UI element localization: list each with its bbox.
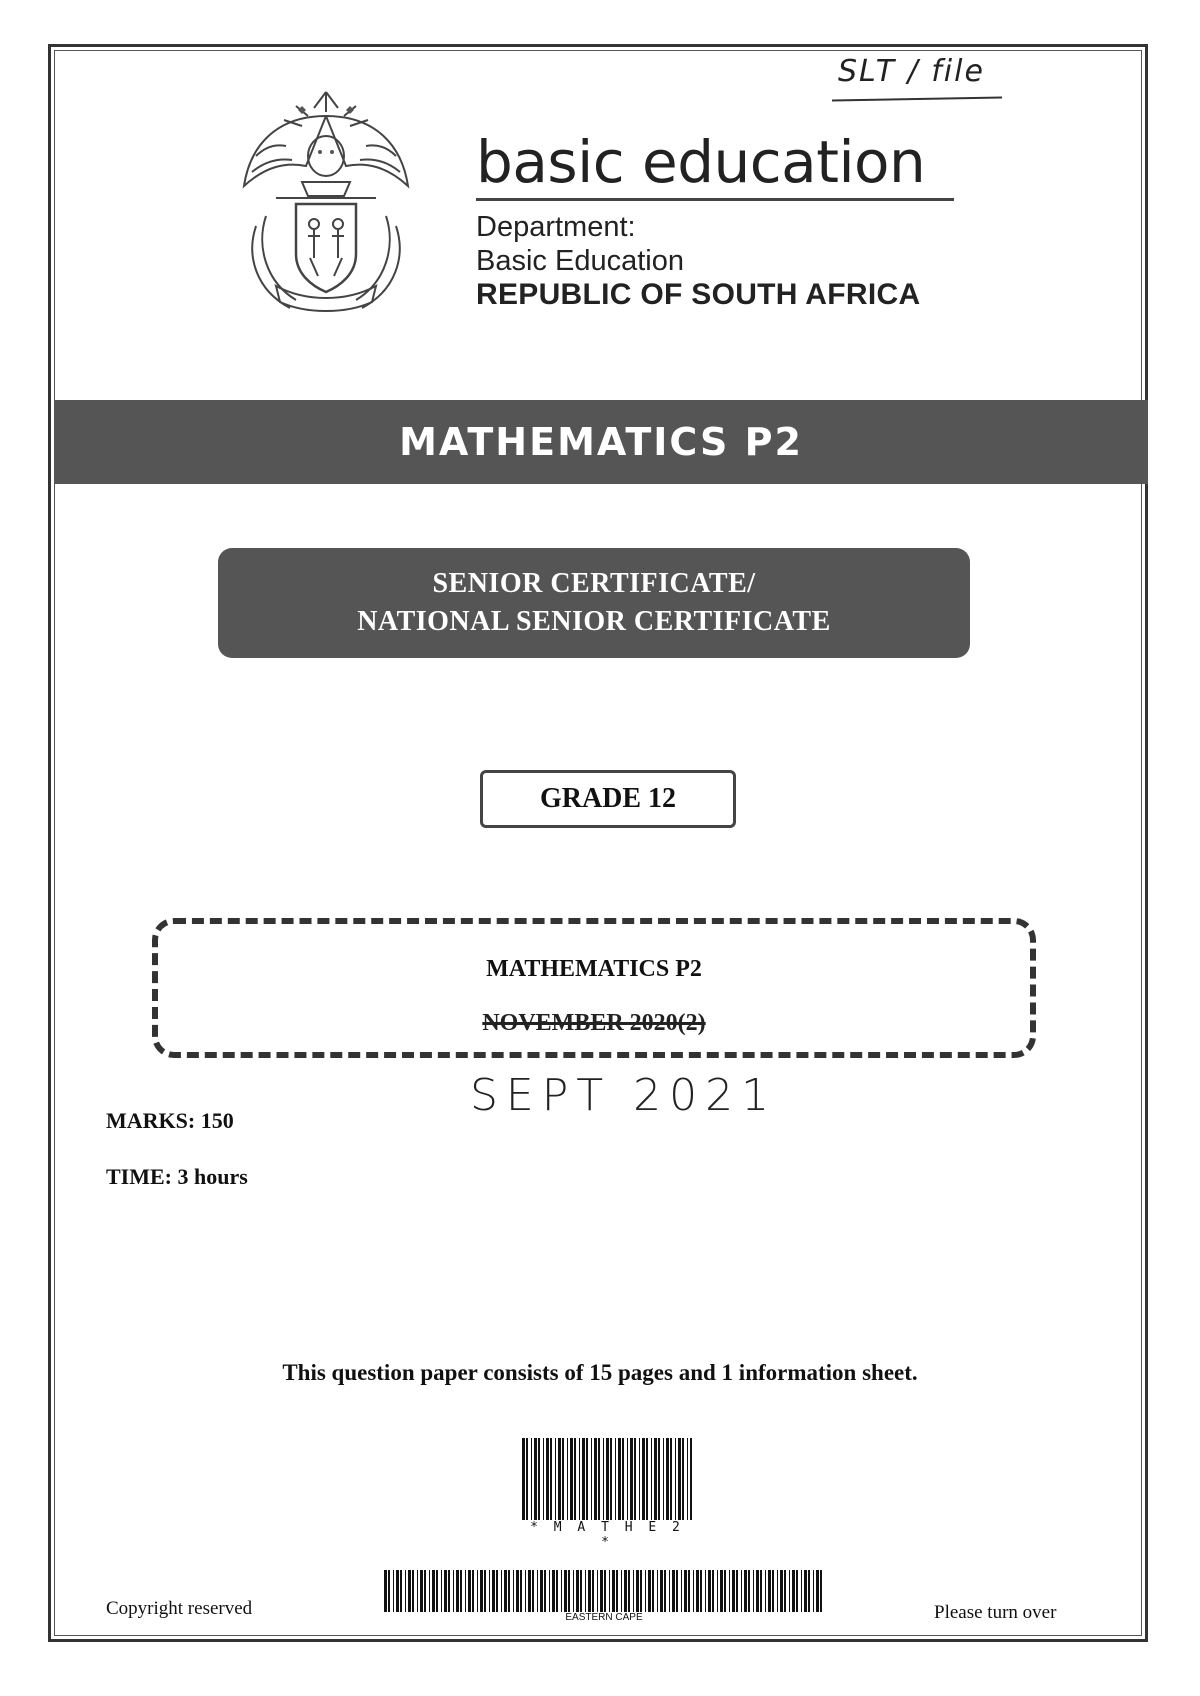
barcode-bar xyxy=(573,1570,574,1612)
barcode-bar xyxy=(820,1570,822,1612)
barcode-bar xyxy=(531,1438,532,1520)
barcode-bottom-icon xyxy=(384,1570,824,1612)
country-name: REPUBLIC OF SOUTH AFRICA xyxy=(476,278,921,311)
barcode-bar xyxy=(534,1438,537,1520)
barcode-bar xyxy=(468,1570,471,1612)
barcode-bar xyxy=(532,1570,534,1612)
barcode-bar xyxy=(621,1570,622,1612)
barcode-bar xyxy=(480,1570,483,1612)
barcode-bar xyxy=(582,1438,585,1520)
barcode-bar xyxy=(400,1570,402,1612)
barcode-bar xyxy=(816,1570,819,1612)
barcode-bar xyxy=(549,1570,550,1612)
barcode-bar xyxy=(579,1438,580,1520)
barcode-bar xyxy=(720,1570,723,1612)
barcode-bar xyxy=(729,1570,730,1612)
barcode-bar xyxy=(681,1570,682,1612)
barcode-bar xyxy=(696,1570,699,1612)
barcode-bar xyxy=(424,1570,426,1612)
barcode-bar xyxy=(591,1438,592,1520)
barcode-bar xyxy=(504,1570,507,1612)
barcode-bar xyxy=(808,1570,810,1612)
barcode-bar xyxy=(684,1570,687,1612)
barcode-bar xyxy=(777,1570,778,1612)
barcode-bar xyxy=(594,1438,597,1520)
exam-info-title: MATHEMATICS P2 xyxy=(486,956,702,982)
subject-banner xyxy=(54,400,1148,484)
turn-over-notice: Please turn over xyxy=(934,1602,1057,1623)
department-block xyxy=(476,210,920,312)
marks-label: MARKS: 150 xyxy=(106,1108,234,1133)
barcode-bar xyxy=(756,1570,759,1612)
barcode-bar xyxy=(456,1570,459,1612)
coat-of-arms-icon xyxy=(236,86,416,316)
department-name: Basic Education xyxy=(476,245,684,277)
barcode-bar xyxy=(612,1570,615,1612)
barcode-bar xyxy=(645,1570,646,1612)
barcode-bar xyxy=(760,1570,762,1612)
subject-title: MATHEMATICS P2 xyxy=(399,420,803,464)
barcode-bar xyxy=(648,1570,651,1612)
barcode-bar xyxy=(675,1438,676,1520)
barcode-bar xyxy=(544,1570,546,1612)
barcode-bar xyxy=(741,1570,742,1612)
handwritten-note: SLT / file xyxy=(838,54,985,89)
barcode-bar xyxy=(558,1438,561,1520)
barcode-bar xyxy=(585,1570,586,1612)
barcode-bar xyxy=(796,1570,798,1612)
time-label: TIME: 3 hours xyxy=(106,1164,248,1189)
barcode-bar xyxy=(520,1570,522,1612)
brand-wordmark: basic education xyxy=(476,128,926,196)
barcode-bar xyxy=(660,1570,663,1612)
exam-info-box xyxy=(152,918,1036,1058)
barcode-bar xyxy=(484,1570,486,1612)
barcode-bar xyxy=(492,1570,495,1612)
barcode-bar xyxy=(604,1570,606,1612)
barcode-bar xyxy=(640,1570,642,1612)
barcode-bar xyxy=(639,1438,640,1520)
barcode-bar xyxy=(600,1570,603,1612)
barcode-bar xyxy=(657,1570,658,1612)
barcode-bar xyxy=(678,1438,681,1520)
barcode-bar xyxy=(682,1438,684,1520)
barcode-bar xyxy=(636,1570,639,1612)
barcode-bar xyxy=(792,1570,795,1612)
barcode-bar xyxy=(405,1570,406,1612)
barcode-bar xyxy=(672,1570,675,1612)
barcode-bar xyxy=(441,1570,442,1612)
barcode-bar xyxy=(472,1570,474,1612)
barcode-bar xyxy=(732,1570,735,1612)
barcode-bar xyxy=(663,1438,664,1520)
barcode-bar xyxy=(753,1570,754,1612)
barcode-bar xyxy=(420,1570,423,1612)
barcode-bar xyxy=(628,1570,630,1612)
barcode-bar xyxy=(789,1570,790,1612)
barcode-bar xyxy=(561,1570,562,1612)
barcode-bar xyxy=(669,1570,670,1612)
barcode-bar xyxy=(765,1570,766,1612)
barcode-bar xyxy=(654,1438,657,1520)
barcode-bar xyxy=(717,1570,718,1612)
barcode-bar xyxy=(538,1438,540,1520)
barcode-bar xyxy=(609,1570,610,1612)
barcode-bar xyxy=(388,1570,390,1612)
barcode-bar xyxy=(444,1570,447,1612)
barcode-bar xyxy=(568,1570,570,1612)
barcode-bar xyxy=(700,1570,702,1612)
barcode-bar xyxy=(576,1570,579,1612)
barcode-bar xyxy=(688,1570,690,1612)
grade-box: GRADE 12 xyxy=(480,770,736,828)
barcode-bar xyxy=(528,1570,531,1612)
barcode-bar xyxy=(622,1438,624,1520)
barcode-bar xyxy=(670,1438,672,1520)
barcode-bar xyxy=(429,1570,430,1612)
barcode-bar xyxy=(522,1438,525,1520)
barcode-bar xyxy=(736,1570,738,1612)
exam-info-struck-date: NOVEMBER 2020(2) xyxy=(482,1010,706,1036)
barcode-bar xyxy=(508,1570,510,1612)
barcode-bar xyxy=(550,1438,552,1520)
barcode-bar xyxy=(712,1570,714,1612)
barcode-bottom-label: EASTERN CAPE xyxy=(565,1612,643,1623)
barcode-bar xyxy=(408,1570,411,1612)
barcode-bar xyxy=(562,1438,564,1520)
barcode-bar xyxy=(513,1570,514,1612)
barcode-bar xyxy=(784,1570,786,1612)
barcode-bar xyxy=(705,1570,706,1612)
barcode-bar xyxy=(624,1570,627,1612)
barcode-bar xyxy=(543,1438,544,1520)
barcode-bar xyxy=(432,1570,435,1612)
barcode-bar xyxy=(384,1570,387,1612)
barcode-bar xyxy=(460,1570,462,1612)
barcode-bar xyxy=(537,1570,538,1612)
barcode-bar xyxy=(768,1570,771,1612)
barcode-bar xyxy=(618,1438,621,1520)
barcode-bar xyxy=(556,1570,558,1612)
copyright-notice: Copyright reserved xyxy=(106,1598,253,1619)
barcode-bar xyxy=(567,1438,568,1520)
barcode-bar xyxy=(598,1438,600,1520)
barcode-bar xyxy=(540,1570,543,1612)
barcode-bar xyxy=(586,1438,588,1520)
barcode-bar xyxy=(687,1438,688,1520)
barcode-bar xyxy=(651,1438,652,1520)
barcode-bar xyxy=(412,1570,414,1612)
barcode-bar xyxy=(501,1570,502,1612)
paper-info: This question paper consists of 15 pages and 1 information sheet. xyxy=(282,1360,918,1385)
brand-divider xyxy=(476,198,954,201)
barcode-bar xyxy=(570,1438,573,1520)
barcode-bar xyxy=(627,1438,628,1520)
barcode-bar xyxy=(465,1570,466,1612)
barcode-bar xyxy=(748,1570,750,1612)
certificate-box xyxy=(218,548,970,658)
barcode-bar xyxy=(564,1570,567,1612)
barcode-bar xyxy=(664,1570,666,1612)
certificate-line-2: NATIONAL SENIOR CERTIFICATE xyxy=(357,606,831,637)
barcode-bar xyxy=(630,1438,633,1520)
barcode-bar xyxy=(616,1570,618,1612)
barcode-bar xyxy=(772,1570,774,1612)
barcode-bar xyxy=(393,1570,394,1612)
barcode-bar xyxy=(646,1438,648,1520)
barcode-icon xyxy=(522,1438,692,1520)
barcode-bar xyxy=(676,1570,678,1612)
department-label: Department: xyxy=(476,211,636,243)
barcode-bar xyxy=(801,1570,802,1612)
barcode-bar xyxy=(546,1438,549,1520)
barcode-bar xyxy=(813,1570,814,1612)
certificate-line-1: SENIOR CERTIFICATE/ xyxy=(432,568,756,599)
barcode-bar xyxy=(658,1438,660,1520)
barcode-bar xyxy=(552,1570,555,1612)
barcode-bar xyxy=(652,1570,654,1612)
barcode-bar xyxy=(477,1570,478,1612)
barcode-bar xyxy=(580,1570,582,1612)
barcode-bar xyxy=(693,1570,694,1612)
barcode-bar xyxy=(526,1438,528,1520)
barcode-bar xyxy=(592,1570,594,1612)
barcode-bar xyxy=(588,1570,591,1612)
barcode-bar xyxy=(606,1438,609,1520)
barcode-bar xyxy=(634,1438,636,1520)
barcode-bar xyxy=(417,1570,418,1612)
barcode-bar xyxy=(804,1570,807,1612)
barcode-bar xyxy=(448,1570,450,1612)
barcode-bar xyxy=(642,1438,645,1520)
barcode-bar xyxy=(516,1570,519,1612)
handwritten-date: SEPT 2021 xyxy=(470,1070,778,1121)
barcode-bar xyxy=(496,1570,498,1612)
barcode-bar xyxy=(666,1438,669,1520)
barcode-bar xyxy=(724,1570,726,1612)
barcode-bar xyxy=(615,1438,616,1520)
barcode-bar xyxy=(525,1570,526,1612)
barcode-bar xyxy=(555,1438,556,1520)
barcode-bar xyxy=(780,1570,783,1612)
barcode-bar xyxy=(610,1438,612,1520)
barcode-bar xyxy=(603,1438,604,1520)
barcode-bar xyxy=(633,1570,634,1612)
barcode-bar xyxy=(744,1570,747,1612)
barcode-bar xyxy=(436,1570,438,1612)
barcode-bar xyxy=(453,1570,454,1612)
barcode-bar xyxy=(597,1570,598,1612)
barcode-bar xyxy=(708,1570,711,1612)
barcode-bar xyxy=(489,1570,490,1612)
barcode-bar xyxy=(396,1570,399,1612)
barcode-bar xyxy=(574,1438,576,1520)
barcode-label: * M A T H E 2 * xyxy=(530,1520,684,1550)
barcode-bar xyxy=(690,1438,692,1520)
